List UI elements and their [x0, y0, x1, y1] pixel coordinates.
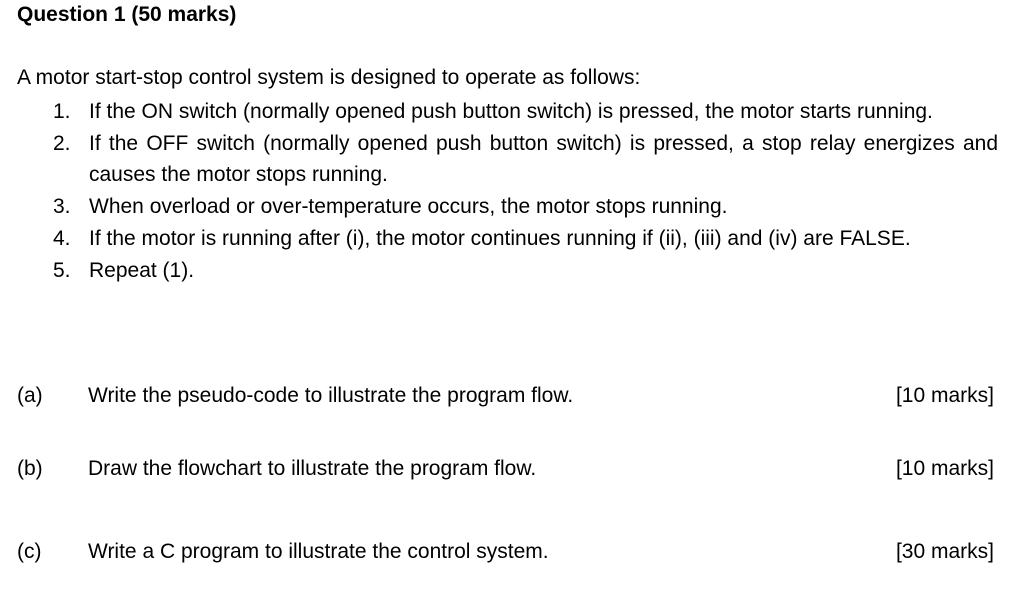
part-c — [17, 537, 994, 567]
part-b — [17, 454, 994, 484]
list-item — [53, 223, 998, 255]
operation-steps-list — [53, 96, 998, 286]
step-text: If the OFF switch (normally opened push button switch) is pressed, a stop relay energizes and causes the motor stops running. — [89, 131, 998, 187]
part-label: (a) — [17, 384, 43, 407]
step-number: 4. — [53, 226, 71, 250]
list-item — [53, 191, 998, 223]
part-text: Draw the flowchart to illustrate the program flow. — [88, 457, 537, 480]
list-item — [53, 96, 998, 128]
step-text: If the ON switch (normally opened push button switch) is pressed, the motor starts running. — [89, 100, 933, 123]
part-label: (c) — [17, 540, 42, 563]
part-marks: [30 marks] — [895, 540, 994, 563]
part-text: Write a C program to illustrate the control system. — [88, 540, 549, 563]
question-intro: A motor start-stop control system is designed to operate as follows: — [17, 66, 641, 89]
list-item — [53, 255, 998, 287]
step-text: When overload or over-temperature occurs, the motor stops running. — [89, 195, 728, 219]
step-number: 1. — [53, 100, 71, 123]
step-number: 5. — [53, 258, 71, 282]
question-title: Question 1 (50 marks) — [17, 3, 237, 26]
step-text: Repeat (1). — [89, 258, 195, 282]
step-number: 2. — [53, 131, 71, 155]
part-marks: [10 marks] — [895, 457, 994, 480]
step-number: 3. — [53, 195, 71, 219]
part-a — [17, 381, 994, 411]
part-label: (b) — [17, 457, 43, 480]
part-marks: [10 marks] — [895, 384, 994, 407]
step-text: If the motor is running after (i), the motor continues running if (ii), (iii) and (iv) are FALSE. — [89, 226, 911, 250]
list-item — [53, 128, 998, 191]
part-text: Write the pseudo-code to illustrate the program flow. — [88, 384, 574, 407]
